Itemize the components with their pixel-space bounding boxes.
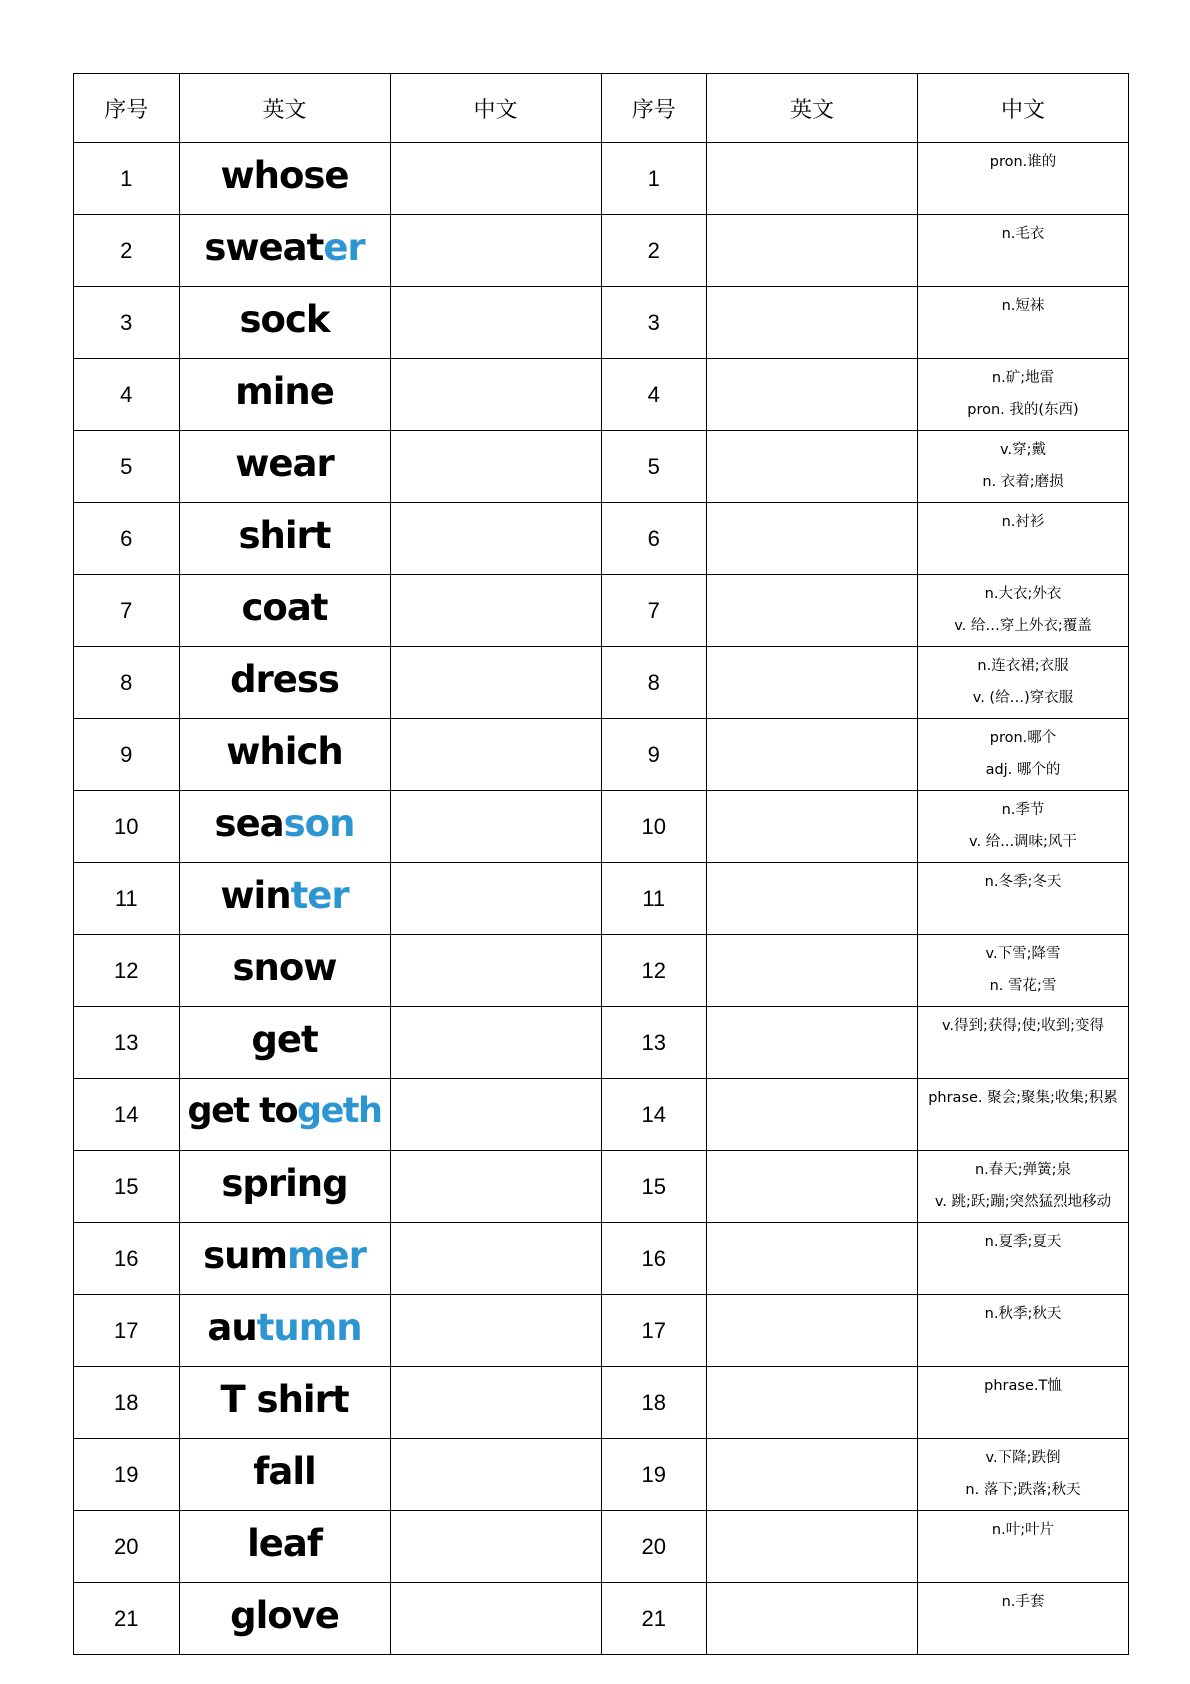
meaning-line: n.秋季;秋天 xyxy=(984,1306,1062,1322)
english-answer-blank xyxy=(707,215,918,287)
chinese-answer-blank xyxy=(390,1223,601,1295)
row-number-left: 10 xyxy=(74,791,180,863)
chinese-answer-blank xyxy=(390,863,601,935)
table-row xyxy=(74,1223,1129,1295)
english-word-cell xyxy=(179,575,390,647)
table-row xyxy=(74,719,1129,791)
row-number-left: 13 xyxy=(74,1007,180,1079)
row-number-left: 9 xyxy=(74,719,180,791)
meaning-line: phrase.T恤 xyxy=(984,1378,1062,1394)
meaning-line: v. 跳;跃;蹦;突然猛烈地移动 xyxy=(934,1194,1112,1210)
chinese-answer-blank xyxy=(390,1367,601,1439)
english-word xyxy=(235,442,334,485)
meaning-line: v.得到;获得;使;收到;变得 xyxy=(941,1018,1105,1034)
english-word xyxy=(188,1091,382,1131)
english-answer-blank xyxy=(707,1511,918,1583)
row-number-left: 11 xyxy=(74,863,180,935)
chinese-meaning-cell xyxy=(918,359,1129,431)
header-right-num: 序号 xyxy=(601,74,707,143)
chinese-answer-blank xyxy=(390,1511,601,1583)
table-row xyxy=(74,1295,1129,1367)
chinese-answer-blank xyxy=(390,215,601,287)
english-answer-blank xyxy=(707,1079,918,1151)
table-row xyxy=(74,1367,1129,1439)
english-word-cell xyxy=(179,287,390,359)
row-number-right: 3 xyxy=(601,287,707,359)
row-number-left: 7 xyxy=(74,575,180,647)
meaning-line: n.夏季;夏天 xyxy=(984,1234,1062,1250)
word-plain-part: coat xyxy=(241,586,328,629)
english-word xyxy=(220,154,348,197)
meaning-line: n.手套 xyxy=(1001,1594,1045,1610)
english-word xyxy=(253,1450,315,1493)
table-row xyxy=(74,359,1129,431)
word-plain-part: shirt xyxy=(238,514,331,557)
row-number-right: 21 xyxy=(601,1583,707,1655)
english-word-cell xyxy=(179,791,390,863)
meaning-line: v. 给...调味;风干 xyxy=(969,834,1077,850)
english-word-cell xyxy=(179,143,390,215)
english-answer-blank xyxy=(707,719,918,791)
row-number-left: 6 xyxy=(74,503,180,575)
english-word-cell xyxy=(179,1583,390,1655)
row-number-left: 16 xyxy=(74,1223,180,1295)
word-plain-part: au xyxy=(207,1306,257,1349)
header-right-en: 英文 xyxy=(707,74,918,143)
header-left-zh: 中文 xyxy=(390,74,601,143)
english-answer-blank xyxy=(707,1007,918,1079)
header-left-num: 序号 xyxy=(74,74,180,143)
english-word xyxy=(204,226,364,269)
header-right-zh: 中文 xyxy=(918,74,1129,143)
english-word-cell xyxy=(179,1007,390,1079)
row-number-right: 4 xyxy=(601,359,707,431)
english-word xyxy=(220,874,348,917)
chinese-meaning-cell xyxy=(918,647,1129,719)
row-number-left: 8 xyxy=(74,647,180,719)
meaning-line: v.下雪;降雪 xyxy=(985,946,1061,962)
table-row xyxy=(74,1439,1129,1511)
chinese-answer-blank xyxy=(390,143,601,215)
chinese-meaning-cell xyxy=(918,1223,1129,1295)
word-plain-part: dress xyxy=(230,658,339,701)
word-highlight-part: ter xyxy=(290,874,349,917)
english-word xyxy=(230,658,339,701)
english-word-cell xyxy=(179,1367,390,1439)
english-word-cell xyxy=(179,647,390,719)
word-highlight-part: mer xyxy=(287,1234,366,1277)
header-left-en: 英文 xyxy=(179,74,390,143)
word-highlight-part: tumn xyxy=(256,1306,362,1349)
meaning-line: adj. 哪个的 xyxy=(985,762,1061,778)
english-word xyxy=(251,1018,317,1061)
table-row xyxy=(74,647,1129,719)
meaning-line: n.春天;弹簧;泉 xyxy=(974,1162,1072,1178)
english-answer-blank xyxy=(707,575,918,647)
chinese-answer-blank xyxy=(390,1151,601,1223)
meaning-line: n. 衣着;磨损 xyxy=(982,474,1064,490)
english-word-cell xyxy=(179,935,390,1007)
word-highlight-part: geth xyxy=(297,1091,382,1131)
table-row xyxy=(74,575,1129,647)
english-answer-blank xyxy=(707,935,918,1007)
row-number-right: 8 xyxy=(601,647,707,719)
meaning-line: n.毛衣 xyxy=(1001,226,1045,242)
row-number-left: 12 xyxy=(74,935,180,1007)
row-number-right: 10 xyxy=(601,791,707,863)
meaning-line: n.冬季;冬天 xyxy=(984,874,1062,890)
word-plain-part: sweat xyxy=(204,226,324,269)
english-word xyxy=(241,586,327,629)
english-answer-blank xyxy=(707,647,918,719)
english-word-cell xyxy=(179,1223,390,1295)
english-answer-blank xyxy=(707,143,918,215)
chinese-answer-blank xyxy=(390,1583,601,1655)
table-row xyxy=(74,431,1129,503)
english-word-cell xyxy=(179,503,390,575)
word-plain-part: leaf xyxy=(247,1522,322,1565)
english-word-cell xyxy=(179,359,390,431)
row-number-left: 3 xyxy=(74,287,180,359)
row-number-right: 20 xyxy=(601,1511,707,1583)
english-answer-blank xyxy=(707,1583,918,1655)
meaning-line: v. 给…穿上外衣;覆盖 xyxy=(954,618,1092,634)
meaning-line: pron.哪个 xyxy=(989,730,1057,746)
english-answer-blank xyxy=(707,1295,918,1367)
row-number-right: 6 xyxy=(601,503,707,575)
meaning-line: n.季节 xyxy=(1001,802,1045,818)
row-number-right: 11 xyxy=(601,863,707,935)
chinese-meaning-cell xyxy=(918,719,1129,791)
row-number-left: 18 xyxy=(74,1367,180,1439)
row-number-left: 14 xyxy=(74,1079,180,1151)
english-word-cell xyxy=(179,1439,390,1511)
chinese-meaning-cell xyxy=(918,1439,1129,1511)
chinese-meaning-cell xyxy=(918,1079,1129,1151)
word-plain-part: sea xyxy=(214,802,284,845)
row-number-right: 14 xyxy=(601,1079,707,1151)
word-plain-part: which xyxy=(226,730,343,773)
row-number-left: 19 xyxy=(74,1439,180,1511)
english-answer-blank xyxy=(707,1367,918,1439)
english-word-cell xyxy=(179,1511,390,1583)
chinese-answer-blank xyxy=(390,935,601,1007)
english-answer-blank xyxy=(707,791,918,863)
row-number-right: 12 xyxy=(601,935,707,1007)
english-word-cell xyxy=(179,719,390,791)
chinese-meaning-cell xyxy=(918,1007,1129,1079)
english-answer-blank xyxy=(707,503,918,575)
chinese-meaning-cell xyxy=(918,791,1129,863)
table-row xyxy=(74,1583,1129,1655)
row-number-left: 20 xyxy=(74,1511,180,1583)
chinese-meaning-cell xyxy=(918,935,1129,1007)
meaning-line: n. 落下;跌落;秋天 xyxy=(965,1482,1081,1498)
row-number-right: 13 xyxy=(601,1007,707,1079)
word-plain-part: sock xyxy=(239,298,330,341)
row-number-left: 2 xyxy=(74,215,180,287)
header-row xyxy=(74,74,1129,143)
english-word xyxy=(230,1594,339,1637)
chinese-meaning-cell xyxy=(918,863,1129,935)
english-word xyxy=(240,298,330,341)
english-answer-blank xyxy=(707,1151,918,1223)
row-number-left: 21 xyxy=(74,1583,180,1655)
english-word-cell xyxy=(179,863,390,935)
chinese-answer-blank xyxy=(390,503,601,575)
english-word-cell xyxy=(179,1079,390,1151)
word-highlight-part: er xyxy=(323,226,365,269)
word-plain-part: win xyxy=(220,874,291,917)
table-row xyxy=(74,1007,1129,1079)
english-word xyxy=(220,1378,348,1421)
meaning-line: n.矿;地雷 xyxy=(991,370,1055,386)
english-answer-blank xyxy=(707,287,918,359)
chinese-answer-blank xyxy=(390,359,601,431)
english-word-cell xyxy=(179,215,390,287)
meaning-line: v.下降;跌倒 xyxy=(985,1450,1061,1466)
row-number-right: 2 xyxy=(601,215,707,287)
word-plain-part: get to xyxy=(187,1091,298,1131)
chinese-answer-blank xyxy=(390,719,601,791)
chinese-meaning-cell xyxy=(918,1295,1129,1367)
row-number-right: 17 xyxy=(601,1295,707,1367)
english-word-cell xyxy=(179,1151,390,1223)
english-answer-blank xyxy=(707,359,918,431)
chinese-meaning-cell xyxy=(918,287,1129,359)
word-plain-part: sum xyxy=(203,1234,287,1277)
meaning-line: pron. 我的(东西) xyxy=(967,402,1079,418)
meaning-line: n. 雪花;雪 xyxy=(989,978,1057,994)
vocabulary-table xyxy=(73,73,1129,1655)
chinese-answer-blank xyxy=(390,575,601,647)
meaning-line: v.穿;戴 xyxy=(1000,442,1046,458)
english-answer-blank xyxy=(707,1439,918,1511)
english-answer-blank xyxy=(707,863,918,935)
row-number-right: 15 xyxy=(601,1151,707,1223)
table-row xyxy=(74,1151,1129,1223)
table-body xyxy=(74,143,1129,1655)
word-plain-part: spring xyxy=(221,1162,348,1205)
english-word xyxy=(207,1306,361,1349)
chinese-answer-blank xyxy=(390,431,601,503)
row-number-left: 17 xyxy=(74,1295,180,1367)
chinese-meaning-cell xyxy=(918,215,1129,287)
english-word xyxy=(239,514,331,557)
meaning-line: n.短袜 xyxy=(1001,298,1045,314)
meaning-line: n.衬衫 xyxy=(1001,514,1045,530)
chinese-answer-blank xyxy=(390,1439,601,1511)
chinese-meaning-cell xyxy=(918,1367,1129,1439)
table-row xyxy=(74,791,1129,863)
row-number-right: 5 xyxy=(601,431,707,503)
chinese-answer-blank xyxy=(390,647,601,719)
english-word xyxy=(235,370,334,413)
table-row xyxy=(74,935,1129,1007)
english-word xyxy=(226,730,342,773)
chinese-meaning-cell xyxy=(918,1583,1129,1655)
row-number-right: 18 xyxy=(601,1367,707,1439)
word-plain-part: snow xyxy=(232,946,337,989)
row-number-right: 1 xyxy=(601,143,707,215)
word-plain-part: wear xyxy=(235,442,334,485)
word-plain-part: fall xyxy=(253,1450,316,1493)
row-number-right: 9 xyxy=(601,719,707,791)
row-number-left: 4 xyxy=(74,359,180,431)
chinese-answer-blank xyxy=(390,287,601,359)
word-plain-part: get xyxy=(251,1018,318,1061)
word-plain-part: glove xyxy=(230,1594,339,1637)
english-word-cell xyxy=(179,1295,390,1367)
chinese-meaning-cell xyxy=(918,143,1129,215)
chinese-meaning-cell xyxy=(918,575,1129,647)
meaning-line: n.连衣裙;衣服 xyxy=(977,658,1069,674)
table-row xyxy=(74,1511,1129,1583)
chinese-meaning-cell xyxy=(918,431,1129,503)
chinese-meaning-cell xyxy=(918,1151,1129,1223)
table-header xyxy=(74,74,1129,143)
word-highlight-part: son xyxy=(283,802,355,845)
meaning-line: pron.谁的 xyxy=(989,154,1057,170)
english-word xyxy=(247,1522,322,1565)
english-answer-blank xyxy=(707,1223,918,1295)
table-row xyxy=(74,1079,1129,1151)
row-number-right: 19 xyxy=(601,1439,707,1511)
chinese-answer-blank xyxy=(390,1079,601,1151)
chinese-meaning-cell xyxy=(918,503,1129,575)
row-number-left: 5 xyxy=(74,431,180,503)
word-plain-part: T shirt xyxy=(220,1378,349,1421)
table-row xyxy=(74,215,1129,287)
english-answer-blank xyxy=(707,431,918,503)
word-plain-part: whose xyxy=(220,154,349,197)
table-row xyxy=(74,143,1129,215)
meaning-line: n.叶;叶片 xyxy=(991,1522,1055,1538)
english-word xyxy=(221,1162,347,1205)
chinese-answer-blank xyxy=(390,791,601,863)
table-row xyxy=(74,503,1129,575)
row-number-right: 16 xyxy=(601,1223,707,1295)
chinese-answer-blank xyxy=(390,1295,601,1367)
english-word-cell xyxy=(179,431,390,503)
chinese-meaning-cell xyxy=(918,1511,1129,1583)
row-number-left: 1 xyxy=(74,143,180,215)
row-number-left: 15 xyxy=(74,1151,180,1223)
table-row xyxy=(74,287,1129,359)
table-row xyxy=(74,863,1129,935)
word-plain-part: mine xyxy=(235,370,334,413)
english-word xyxy=(215,802,355,845)
english-word xyxy=(203,1234,366,1277)
meaning-line: phrase. 聚会;聚集;收集;积累 xyxy=(928,1090,1118,1106)
row-number-right: 7 xyxy=(601,575,707,647)
meaning-line: n.大衣;外衣 xyxy=(984,586,1062,602)
meaning-line: v. (给…)穿衣服 xyxy=(972,690,1074,706)
chinese-answer-blank xyxy=(390,1007,601,1079)
english-word xyxy=(233,946,337,989)
